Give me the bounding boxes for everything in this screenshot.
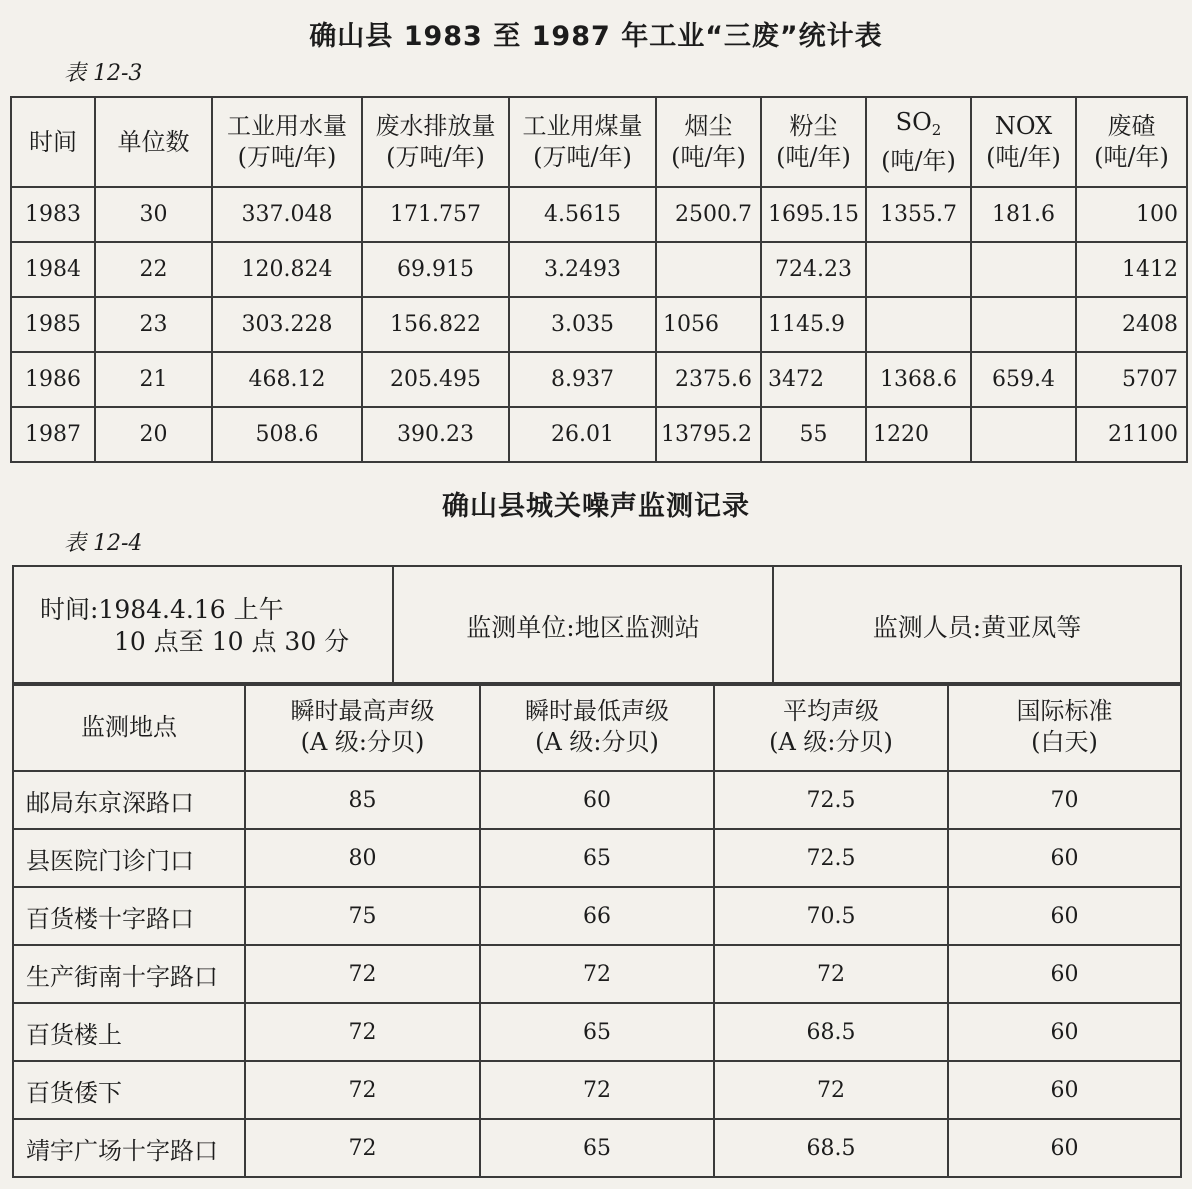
table-cell: 60 [948,1061,1181,1119]
table-cell: 2375.6 [656,352,761,407]
header-cell: 工业用煤量 (万吨/年) [509,97,656,187]
table-cell: 65 [480,829,714,887]
table1-label: 表 12-3 [64,61,143,86]
table-row [11,187,1187,242]
table-row [13,887,1181,945]
table-cell: 75 [245,887,480,945]
table-cell: 1983 [11,187,95,242]
table-cell: 21100 [1076,407,1187,462]
table-cell: 邮局东京深路口 [13,771,245,829]
table-row [11,297,1187,352]
noise-monitoring-table [12,682,1182,1178]
table-cell: 3472 [761,352,866,407]
header-cell: 单位数 [95,97,212,187]
table-row [13,1003,1181,1061]
table-row [13,945,1181,1003]
table-cell: 72 [714,945,948,1003]
table-cell: 508.6 [212,407,362,462]
table-cell: 303.228 [212,297,362,352]
table-cell: 22 [95,242,212,297]
table-cell: 30 [95,187,212,242]
table-cell: 靖宇广场十字路口 [13,1119,245,1177]
table-cell: 5707 [1076,352,1187,407]
table-row [13,1061,1181,1119]
table-cell: 468.12 [212,352,362,407]
table-row [11,242,1187,297]
table-cell: 156.822 [362,297,509,352]
table-row [13,1119,1181,1177]
monitoring-unit: 监测单位:地区监测站 [393,566,773,685]
table-cell: 72 [480,1061,714,1119]
header-cell: NOX (吨/年) [971,97,1076,187]
table-cell: 13795.2 [656,407,761,462]
monitoring-info-row [13,566,1181,685]
table-cell: 55 [761,407,866,462]
table-row [11,352,1187,407]
table-cell: 65 [480,1003,714,1061]
table-cell: 1985 [11,297,95,352]
table-cell: 68.5 [714,1119,948,1177]
table-cell: 1984 [11,242,95,297]
header-cell: 瞬时最高声级 (A 级:分贝) [245,683,480,771]
table-cell: 72 [245,1119,480,1177]
table1-title: 确山县 1983 至 1987 年工业“三废”统计表 [309,21,883,52]
table-cell: 60 [948,829,1181,887]
table-cell: 1056 [656,297,761,352]
table-cell: 72 [480,945,714,1003]
table-cell: 72.5 [714,829,948,887]
table-cell: 23 [95,297,212,352]
table2-header-row [13,683,1181,771]
table-cell: 3.2493 [509,242,656,297]
table-cell: 72.5 [714,771,948,829]
table-cell: 60 [948,945,1181,1003]
table-cell [971,407,1076,462]
table-cell: 20 [95,407,212,462]
table-cell: 390.23 [362,407,509,462]
table-cell: 60 [948,1119,1181,1177]
table-row [13,771,1181,829]
table-cell: 72 [245,945,480,1003]
table-cell: 65 [480,1119,714,1177]
monitoring-staff: 监测人员:黄亚凤等 [773,566,1181,685]
table-row [11,407,1187,462]
table-cell: 60 [948,887,1181,945]
table-cell: 69.915 [362,242,509,297]
header-cell: 烟尘 (吨/年) [656,97,761,187]
table-cell [866,297,971,352]
table-cell: 1145.9 [761,297,866,352]
table-cell [971,297,1076,352]
table-cell: 1368.6 [866,352,971,407]
header-cell: 平均声级 (A 级:分贝) [714,683,948,771]
table-cell: 2408 [1076,297,1187,352]
table-cell: 72 [245,1061,480,1119]
table-cell: 4.5615 [509,187,656,242]
table-cell: 百货倭下 [13,1061,245,1119]
table-cell: 72 [714,1061,948,1119]
table-cell: 70 [948,771,1181,829]
table-cell: 21 [95,352,212,407]
header-cell: $SO_2$ (吨/年) [866,97,971,187]
table-cell: 70.5 [714,887,948,945]
table-cell: 205.495 [362,352,509,407]
table-cell: 60 [480,771,714,829]
table2-title: 确山县城关噪声监测记录 [442,491,750,522]
table-cell [656,242,761,297]
table-cell: 1412 [1076,242,1187,297]
table-cell: 1355.7 [866,187,971,242]
header-cell: 废水排放量 (万吨/年) [362,97,509,187]
table-cell: 66 [480,887,714,945]
table-cell: 659.4 [971,352,1076,407]
table1-header-row [11,97,1187,187]
table-cell: 百货楼十字路口 [13,887,245,945]
table-cell: 1987 [11,407,95,462]
table-cell: 8.937 [509,352,656,407]
table-cell: 百货楼上 [13,1003,245,1061]
table-cell: 181.6 [971,187,1076,242]
table-cell [971,242,1076,297]
header-cell: 监测地点 [13,683,245,771]
table2-label: 表 12-4 [64,531,143,556]
table-cell: 100 [1076,187,1187,242]
table-cell: 60 [948,1003,1181,1061]
header-cell: 国际标准 (白天) [948,683,1181,771]
table-cell: 337.048 [212,187,362,242]
header-cell: 废碴 (吨/年) [1076,97,1187,187]
header-cell: 时间 [11,97,95,187]
table-cell: 171.757 [362,187,509,242]
monitoring-time: 时间:1984.4.16 上午 10 点至 10 点 30 分 [13,566,393,685]
table-cell: 724.23 [761,242,866,297]
table-cell: 生产街南十字路口 [13,945,245,1003]
table-cell [866,242,971,297]
table-cell: 2500.7 [656,187,761,242]
header-cell: 粉尘 (吨/年) [761,97,866,187]
table-cell: 120.824 [212,242,362,297]
monitoring-info-table [12,565,1182,686]
table-cell: 68.5 [714,1003,948,1061]
table-cell: 1695.15 [761,187,866,242]
table-cell: 72 [245,1003,480,1061]
table-cell: 3.035 [509,297,656,352]
table-cell: 县医院门诊门口 [13,829,245,887]
table-cell: 85 [245,771,480,829]
table-cell: 26.01 [509,407,656,462]
header-cell: 瞬时最低声级 (A 级:分贝) [480,683,714,771]
table-cell: 1986 [11,352,95,407]
table-row [13,829,1181,887]
table-cell: 80 [245,829,480,887]
waste-statistics-table [10,96,1188,463]
header-cell: 工业用水量 (万吨/年) [212,97,362,187]
table-cell: 1220 [866,407,971,462]
